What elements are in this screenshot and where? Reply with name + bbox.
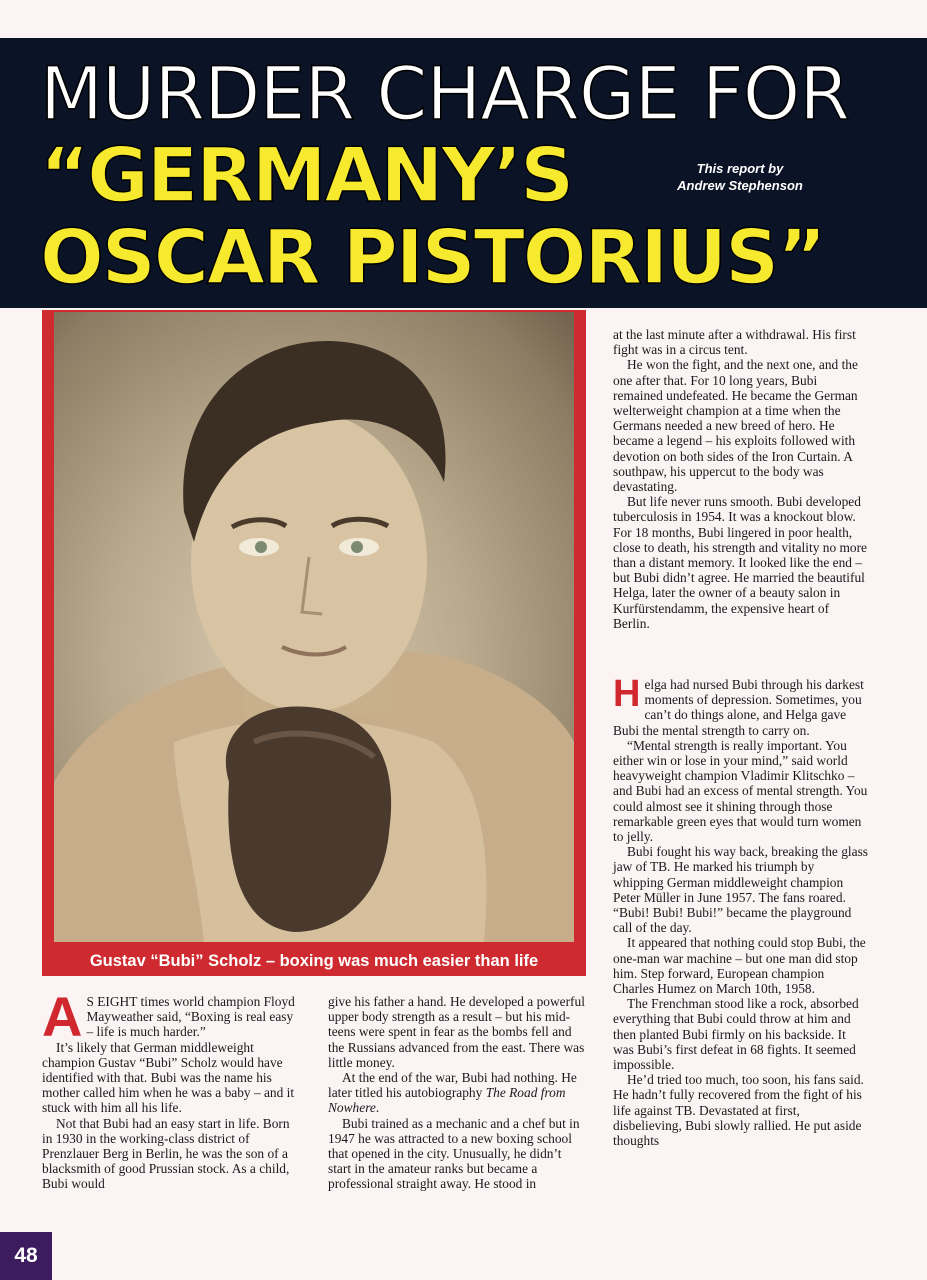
byline xyxy=(650,160,830,194)
paragraph: It appeared that nothing could stop Bubi, the one-man war machine – but one man did stop him. Step forward, European champion Charles Humez on March 10th, 1958. xyxy=(613,935,866,997)
page-number: 48 xyxy=(0,1232,52,1280)
paragraph: Not that Bubi had an easy start in life. Born in 1930 in the working-class district of Prenzlauer Berg in Berlin, he was the son of a blacksmith of good Prussian stock. As a child, Bubi would xyxy=(42,1115,290,1192)
paragraph: give his father a hand. He developed a powerful upper body strength as a result – but his mid-teens were spent in fear as the bombs fell and the Russians advanced from the east. There was little money. xyxy=(328,994,585,1070)
section-opening-text: elga had nursed Bubi through his darkest moments of depression. Sometimes, you can’t do things alone, and Helga gave Bubi the mental strength to carry on. xyxy=(613,677,864,738)
headline-line-1: MURDER CHARGE FOR xyxy=(40,52,849,137)
paragraph: “Mental strength is really important. You either win or lose in your mind,” said world heavyweight champion Vladimir Klitschko – and Bubi had an excess of mental strength. You could almost see it shining through those remarkable green eyes that would turn women to jelly. xyxy=(613,737,868,845)
intro-paragraph xyxy=(42,985,300,1048)
photo-caption: Gustav “Bubi” Scholz – boxing was much easier than life xyxy=(89,952,539,970)
paragraph: But life never runs smooth. Bubi developed tuberculosis in 1954. It was a knockout blow. For 18 months, Bubi lingered in poor health, close to death, his strength and vitality no more than a distant memory. It looked like the end – but Bubi didn’t agree. He married the beautiful Helga, later the owner of a beauty salon in Kurfürstendamm, the expensive heart of Berlin. xyxy=(613,494,867,631)
drop-cap-a: A xyxy=(42,985,83,1048)
section-opening-paragraph xyxy=(613,673,868,738)
byline-author: Andrew Stephenson xyxy=(677,178,803,193)
paragraph: at the last minute after a withdrawal. His first fight was in a circus tent. xyxy=(613,327,856,358)
headline-line-2: “GERMANY’S xyxy=(40,131,573,219)
book-title: The Road from Nowhere xyxy=(328,1085,566,1116)
drop-cap-h: H xyxy=(613,673,641,715)
paragraph-text: At the end of the war, Bubi had nothing. He later titled his autobiography xyxy=(328,1070,577,1101)
article-column-left xyxy=(42,985,300,1192)
paragraph: Bubi fought his way back, breaking the glass jaw of TB. He marked his triumph by whipping German middleweight champion Peter Müller in June 1957. The fans roared. “Bubi! Bubi! Bubi!” became the playground call of the day. xyxy=(613,844,868,936)
intro-text: S EIGHT times world champion Floyd Mayweather said, “Boxing is real easy – life is much harder.” xyxy=(86,994,295,1040)
boxer-photo xyxy=(54,312,574,942)
paragraph: It’s likely that German middleweight champion Gustav “Bubi” Scholz would have identified with that. Bubi was the name his mother called him when he was a baby – and it stuck with him all his life. xyxy=(42,1039,295,1116)
article-column-right-top xyxy=(613,327,868,631)
boxer-illustration xyxy=(54,312,574,942)
headline-line-3: OSCAR PISTORIUS” xyxy=(40,213,825,301)
article-column-middle xyxy=(328,994,586,1192)
paragraph: The Frenchman stood like a rock, absorbed everything that Bubi could throw at him and then planted Bubi firmly on his backside. It was Bubi’s first defeat in 68 fights. It seemed impossible. xyxy=(613,996,859,1073)
paragraph: He’d tried too much, too soon, his fans said. He hadn’t fully recovered from the fight of his life against TB. Devastated at first, disbelieving, Bubi slowly rallied. He put aside thoughts xyxy=(613,1072,864,1149)
byline-prefix: This report by xyxy=(696,161,784,176)
paragraph xyxy=(328,1070,586,1116)
paragraph: Bubi trained as a mechanic and a chef but in 1947 he was attracted to a new boxing school that opened in the city. Unusually, he didn’t start in the amateur ranks but became a professional straight away. He stood in xyxy=(328,1115,580,1192)
article-column-right-bottom xyxy=(613,673,868,1149)
paragraph-text: . xyxy=(375,1100,380,1116)
paragraph: He won the fight, and the next one, and the one after that. For 10 long years, Bubi remained undefeated. He became the German welterweight champion at a time when the Germans needed a new breed of hero. He became a legend – his exploits followed with devotion on both sides of the Iron Curtain. A southpaw, his uppercut to the body was devastating. xyxy=(613,357,858,495)
